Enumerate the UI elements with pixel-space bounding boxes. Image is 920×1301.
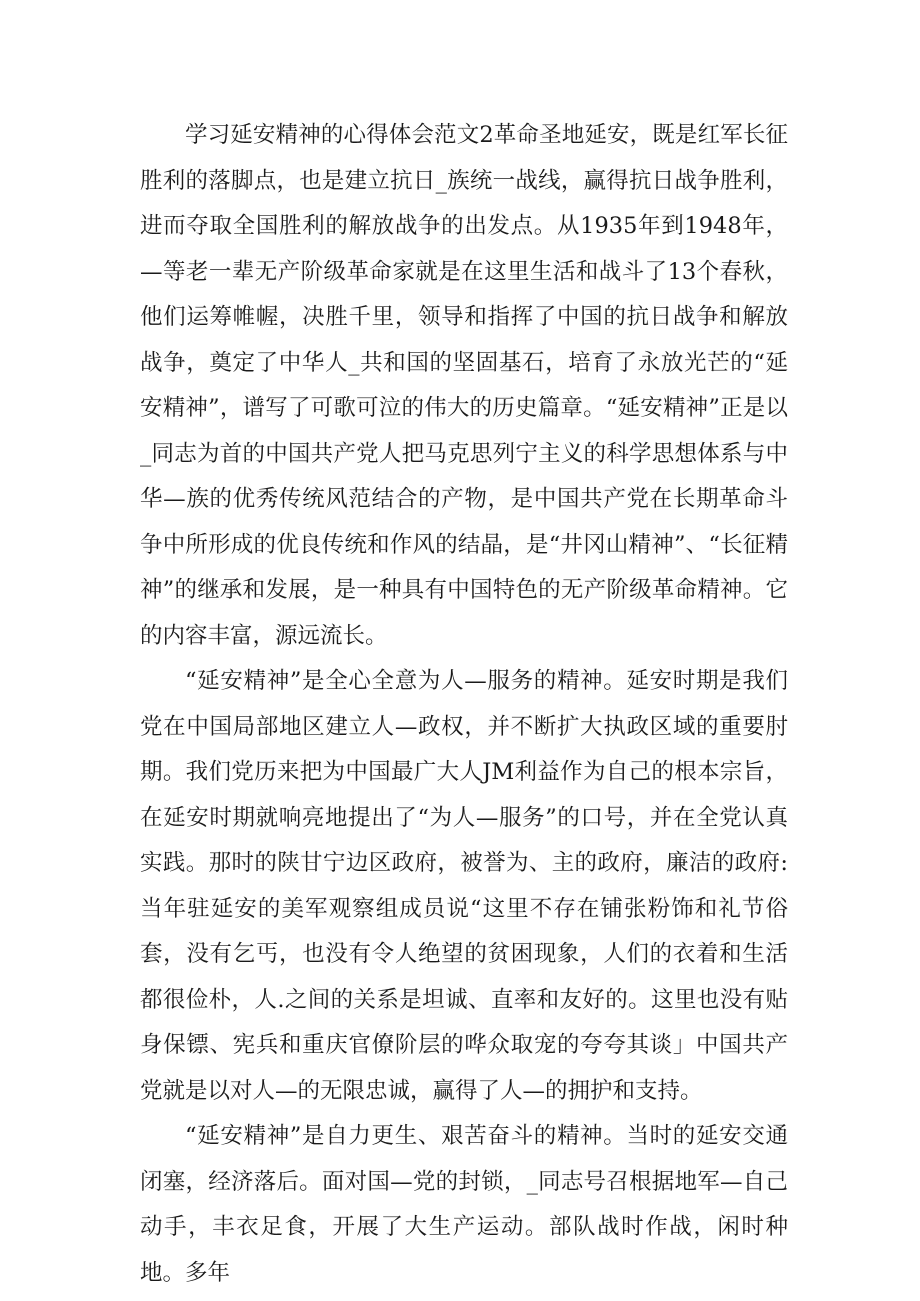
paragraph-1: 学习延安精神的心得体会范文2革命圣地延安，既是红军长征胜利的落脚点，也是建立抗日_族统一战线，赢得抗日战争胜利，进而夺取全国胜利的解放战争的出发点。从1935年到1948年，—等老一辈无产阶级革命家就是在这里生活和战斗了13个春秋，他们运筹帷幄，决胜千里，领导和指挥了中国的抗日战争和解放战争，奠定了中华人_共和国的坚固基石，培育了永放光芒的“延安精神”，谱写了可歌可泣的伟大的历史篇章。“延安精神”正是以_同志为首的中国共产党人把马克思列宁主义的科学思想体系与中华—族的优秀传统风范结合的产物，是中国共产党在长期革命斗争中所形成的优良传统和作风的结晶，是“井冈山精神”、“长征精神”的继承和发展，是一种具有中国特色的无产阶级革命精神。它的内容丰富，源远流长。 [140, 122, 788, 649]
paragraph-3: “延安精神”是自力更生、艰苦奋斗的精神。当时的延安交通闭塞，经济落后。面对国—党的封锁，_同志号召根据地军—自己动手，丰衣足食，开展了大生产运动。部队战时作战，闲时种地。多年 [140, 1123, 788, 1286]
document-body [140, 113, 788, 1296]
paragraph-2: “延安精神”是全心全意为人—服务的精神。延安时期是我们党在中国局部地区建立人—政权，并不断扩大执政区域的重要肘期。我们党历来把为中国最广大人JM利益作为自己的根本宗旨，在延安时期就响亮地提出了“为人—服务”的口号，并在全党认真实践。那时的陕甘宁边区政府，被誉为、主的政府，廉洁的政府:当年驻延安的美军观察组成员说“这里不存在铺张粉饰和礼节俗套，没有乞丐，也没有令人绝望的贫困现象，人们的衣着和生活都很俭朴，人.之间的关系是坦诚、直率和友好的。这里也没有贴身保镖、宪兵和重庆官僚阶层的哗众取宠的夸夸其谈」中国共产党就是以对人—的无限忠诚，赢得了人—的拥护和支持。 [140, 668, 788, 1104]
